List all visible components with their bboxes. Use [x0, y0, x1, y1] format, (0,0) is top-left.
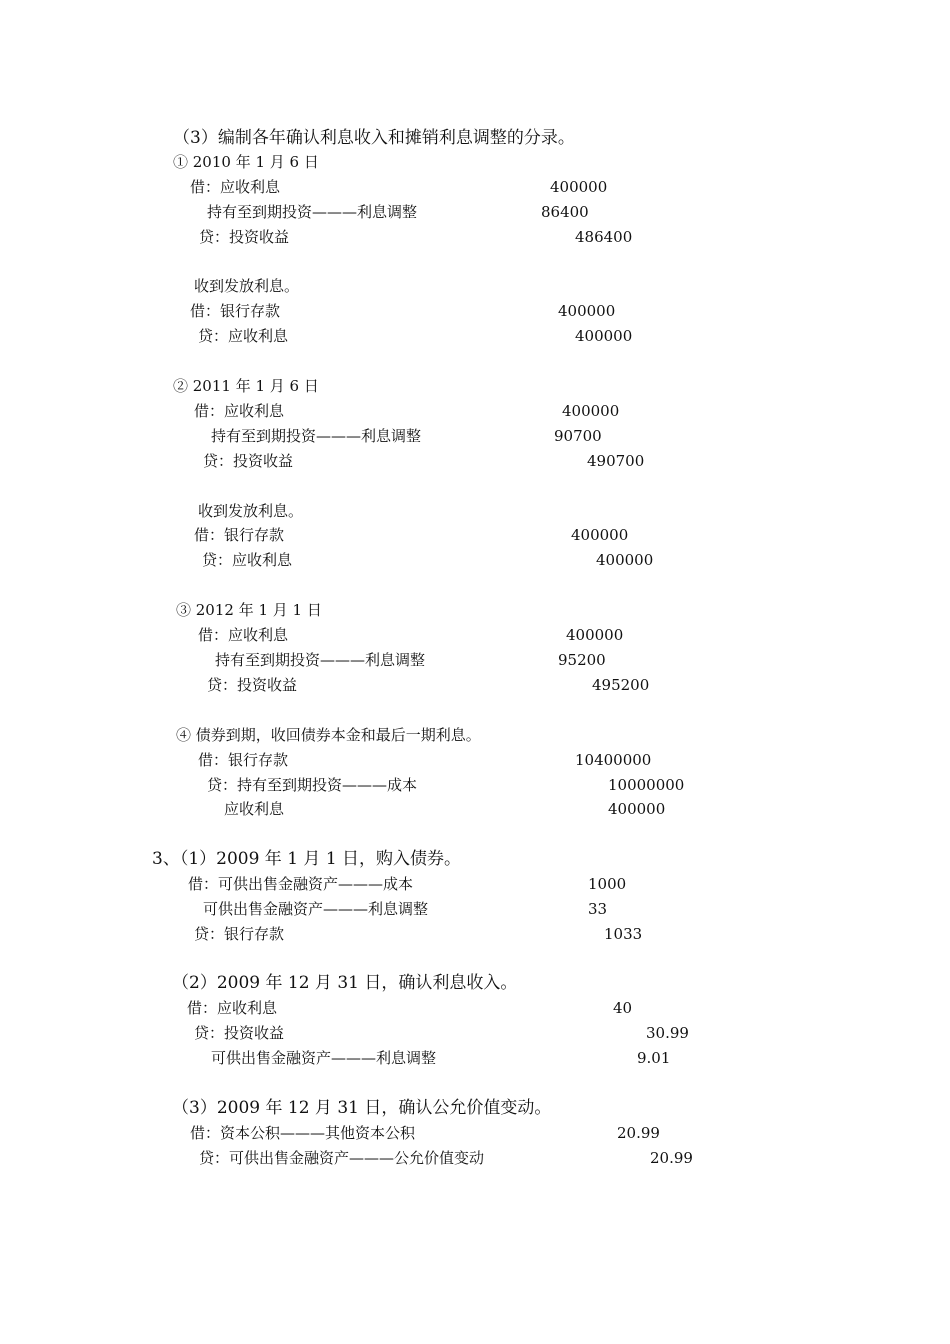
entry-text: 借：应收利息 — [198, 626, 289, 644]
entry-amount: 86400 — [541, 203, 589, 221]
entry-amount: 400000 — [575, 327, 633, 345]
entry-amount: 400000 — [562, 402, 620, 420]
entry-amount: 400000 — [558, 302, 616, 320]
entry-amount: 1000 — [588, 875, 627, 893]
entry-text: 贷：应收利息 — [202, 551, 293, 569]
entry-amount: 486400 — [575, 228, 633, 246]
item-label: ② 2011 年 1 月 6 日 — [173, 377, 319, 395]
entry-text: 贷：投资收益 — [199, 228, 290, 246]
entry-amount: 95200 — [558, 651, 606, 669]
entry-text: 应收利息 — [224, 800, 285, 818]
entry-amount: 400000 — [596, 551, 654, 569]
section-heading: 3、（1）2009 年 1 月 1 日，购入债券。 — [152, 849, 462, 869]
entry-text: 持有至到期投资———利息调整 — [207, 203, 418, 221]
section-heading: （3）编制各年确认利息收入和摊销利息调整的分录。 — [173, 128, 575, 148]
entry-text: 贷：投资收益 — [203, 452, 294, 470]
item-label: ① 2010 年 1 月 6 日 — [173, 153, 319, 171]
entry-amount: 1033 — [604, 925, 643, 943]
entry-text: 借：应收利息 — [187, 999, 278, 1017]
entry-amount: 400000 — [571, 526, 629, 544]
entry-text: 持有至到期投资———利息调整 — [211, 427, 422, 445]
entry-amount: 9.01 — [637, 1049, 671, 1067]
entry-amount: 30.99 — [646, 1024, 689, 1042]
entry-amount: 20.99 — [650, 1149, 693, 1167]
entry-text: 持有至到期投资———利息调整 — [215, 651, 426, 669]
entry-text: 贷：投资收益 — [194, 1024, 285, 1042]
entry-text: 借：资本公积———其他资本公积 — [190, 1124, 416, 1142]
entry-text: 贷：可供出售金融资产———公允价值变动 — [199, 1149, 485, 1167]
section-heading: （2）2009 年 12 月 31 日，确认利息收入。 — [172, 973, 518, 993]
entry-amount: 400000 — [608, 800, 666, 818]
entry-text: 贷：投资收益 — [207, 676, 298, 694]
entry-amount: 400000 — [550, 178, 608, 196]
item-label: ③ 2012 年 1 月 1 日 — [176, 601, 322, 619]
entry-amount: 400000 — [566, 626, 624, 644]
item-label: ④ 债券到期，收回债券本金和最后一期利息。 — [176, 726, 481, 744]
entry-text: 借：银行存款 — [194, 526, 285, 544]
entry-text: 借：银行存款 — [190, 302, 281, 320]
entry-text: 借：应收利息 — [190, 178, 281, 196]
note-text: 收到发放利息。 — [198, 502, 304, 520]
entry-text: 贷：应收利息 — [198, 327, 289, 345]
entry-amount: 10400000 — [575, 751, 652, 769]
entry-amount: 10000000 — [608, 776, 685, 794]
entry-text: 借：银行存款 — [198, 751, 289, 769]
entry-text: 借：应收利息 — [194, 402, 285, 420]
note-text: 收到发放利息。 — [194, 277, 300, 295]
entry-amount: 33 — [588, 900, 608, 918]
entry-amount: 495200 — [592, 676, 650, 694]
entry-text: 贷：持有至到期投资———成本 — [207, 776, 418, 794]
entry-amount: 40 — [613, 999, 633, 1017]
entry-amount: 490700 — [587, 452, 645, 470]
section-heading: （3）2009 年 12 月 31 日，确认公允价值变动。 — [172, 1098, 552, 1118]
entry-text: 可供出售金融资产———利息调整 — [211, 1049, 437, 1067]
entry-text: 贷：银行存款 — [194, 925, 285, 943]
entry-amount: 20.99 — [617, 1124, 660, 1142]
entry-text: 可供出售金融资产———利息调整 — [203, 900, 429, 918]
entry-text: 借：可供出售金融资产———成本 — [188, 875, 414, 893]
entry-amount: 90700 — [554, 427, 602, 445]
